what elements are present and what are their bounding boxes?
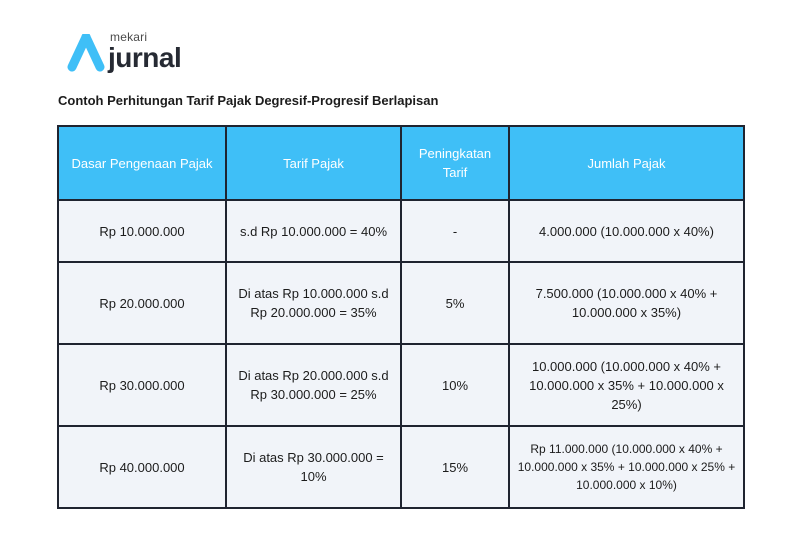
table-header-row xyxy=(58,126,744,200)
cell-amount: 10.000.000 (10.000.000 x 40% + 10.000.000 x 35% + 10.000.000 x 25%) xyxy=(509,344,744,426)
mekari-logo-icon xyxy=(66,34,106,72)
cell-rate: Di atas Rp 10.000.000 s.d Rp 20.000.000 = 35% xyxy=(226,262,401,344)
table-row xyxy=(58,262,744,344)
header-peningkatan-tarif: Peningkatan Tarif xyxy=(401,126,509,200)
cell-increase: 5% xyxy=(401,262,509,344)
header-tarif-pajak: Tarif Pajak xyxy=(226,126,401,200)
cell-rate: s.d Rp 10.000.000 = 40% xyxy=(226,200,401,262)
cell-amount: Rp 11.000.000 (10.000.000 x 40% + 10.000.000 x 35% + 10.000.000 x 25% + 10.000.000 x 10%) xyxy=(509,426,744,508)
cell-increase: - xyxy=(401,200,509,262)
header-dasar-pengenaan-pajak: Dasar Pengenaan Pajak xyxy=(58,126,226,200)
tax-calculation-table xyxy=(57,125,745,509)
cell-base: Rp 20.000.000 xyxy=(58,262,226,344)
brand-wordmark xyxy=(108,30,182,73)
brand-small-text: mekari xyxy=(110,30,148,44)
cell-amount: 7.500.000 (10.000.000 x 40% + 10.000.000 x 35%) xyxy=(509,262,744,344)
table-row xyxy=(58,426,744,508)
cell-base: Rp 30.000.000 xyxy=(58,344,226,426)
cell-rate: Di atas Rp 20.000.000 s.d Rp 30.000.000 = 25% xyxy=(226,344,401,426)
cell-base: Rp 10.000.000 xyxy=(58,200,226,262)
cell-rate: Di atas Rp 30.000.000 = 10% xyxy=(226,426,401,508)
brand-big-text: jurnal xyxy=(108,42,182,73)
header-jumlah-pajak: Jumlah Pajak xyxy=(509,126,744,200)
cell-increase: 15% xyxy=(401,426,509,508)
brand-logo xyxy=(66,30,182,73)
table-row xyxy=(58,344,744,426)
table-caption: Contoh Perhitungan Tarif Pajak Degresif-Progresif Berlapisan xyxy=(58,93,439,108)
cell-base: Rp 40.000.000 xyxy=(58,426,226,508)
cell-increase: 10% xyxy=(401,344,509,426)
cell-amount: 4.000.000 (10.000.000 x 40%) xyxy=(509,200,744,262)
table-row xyxy=(58,200,744,262)
